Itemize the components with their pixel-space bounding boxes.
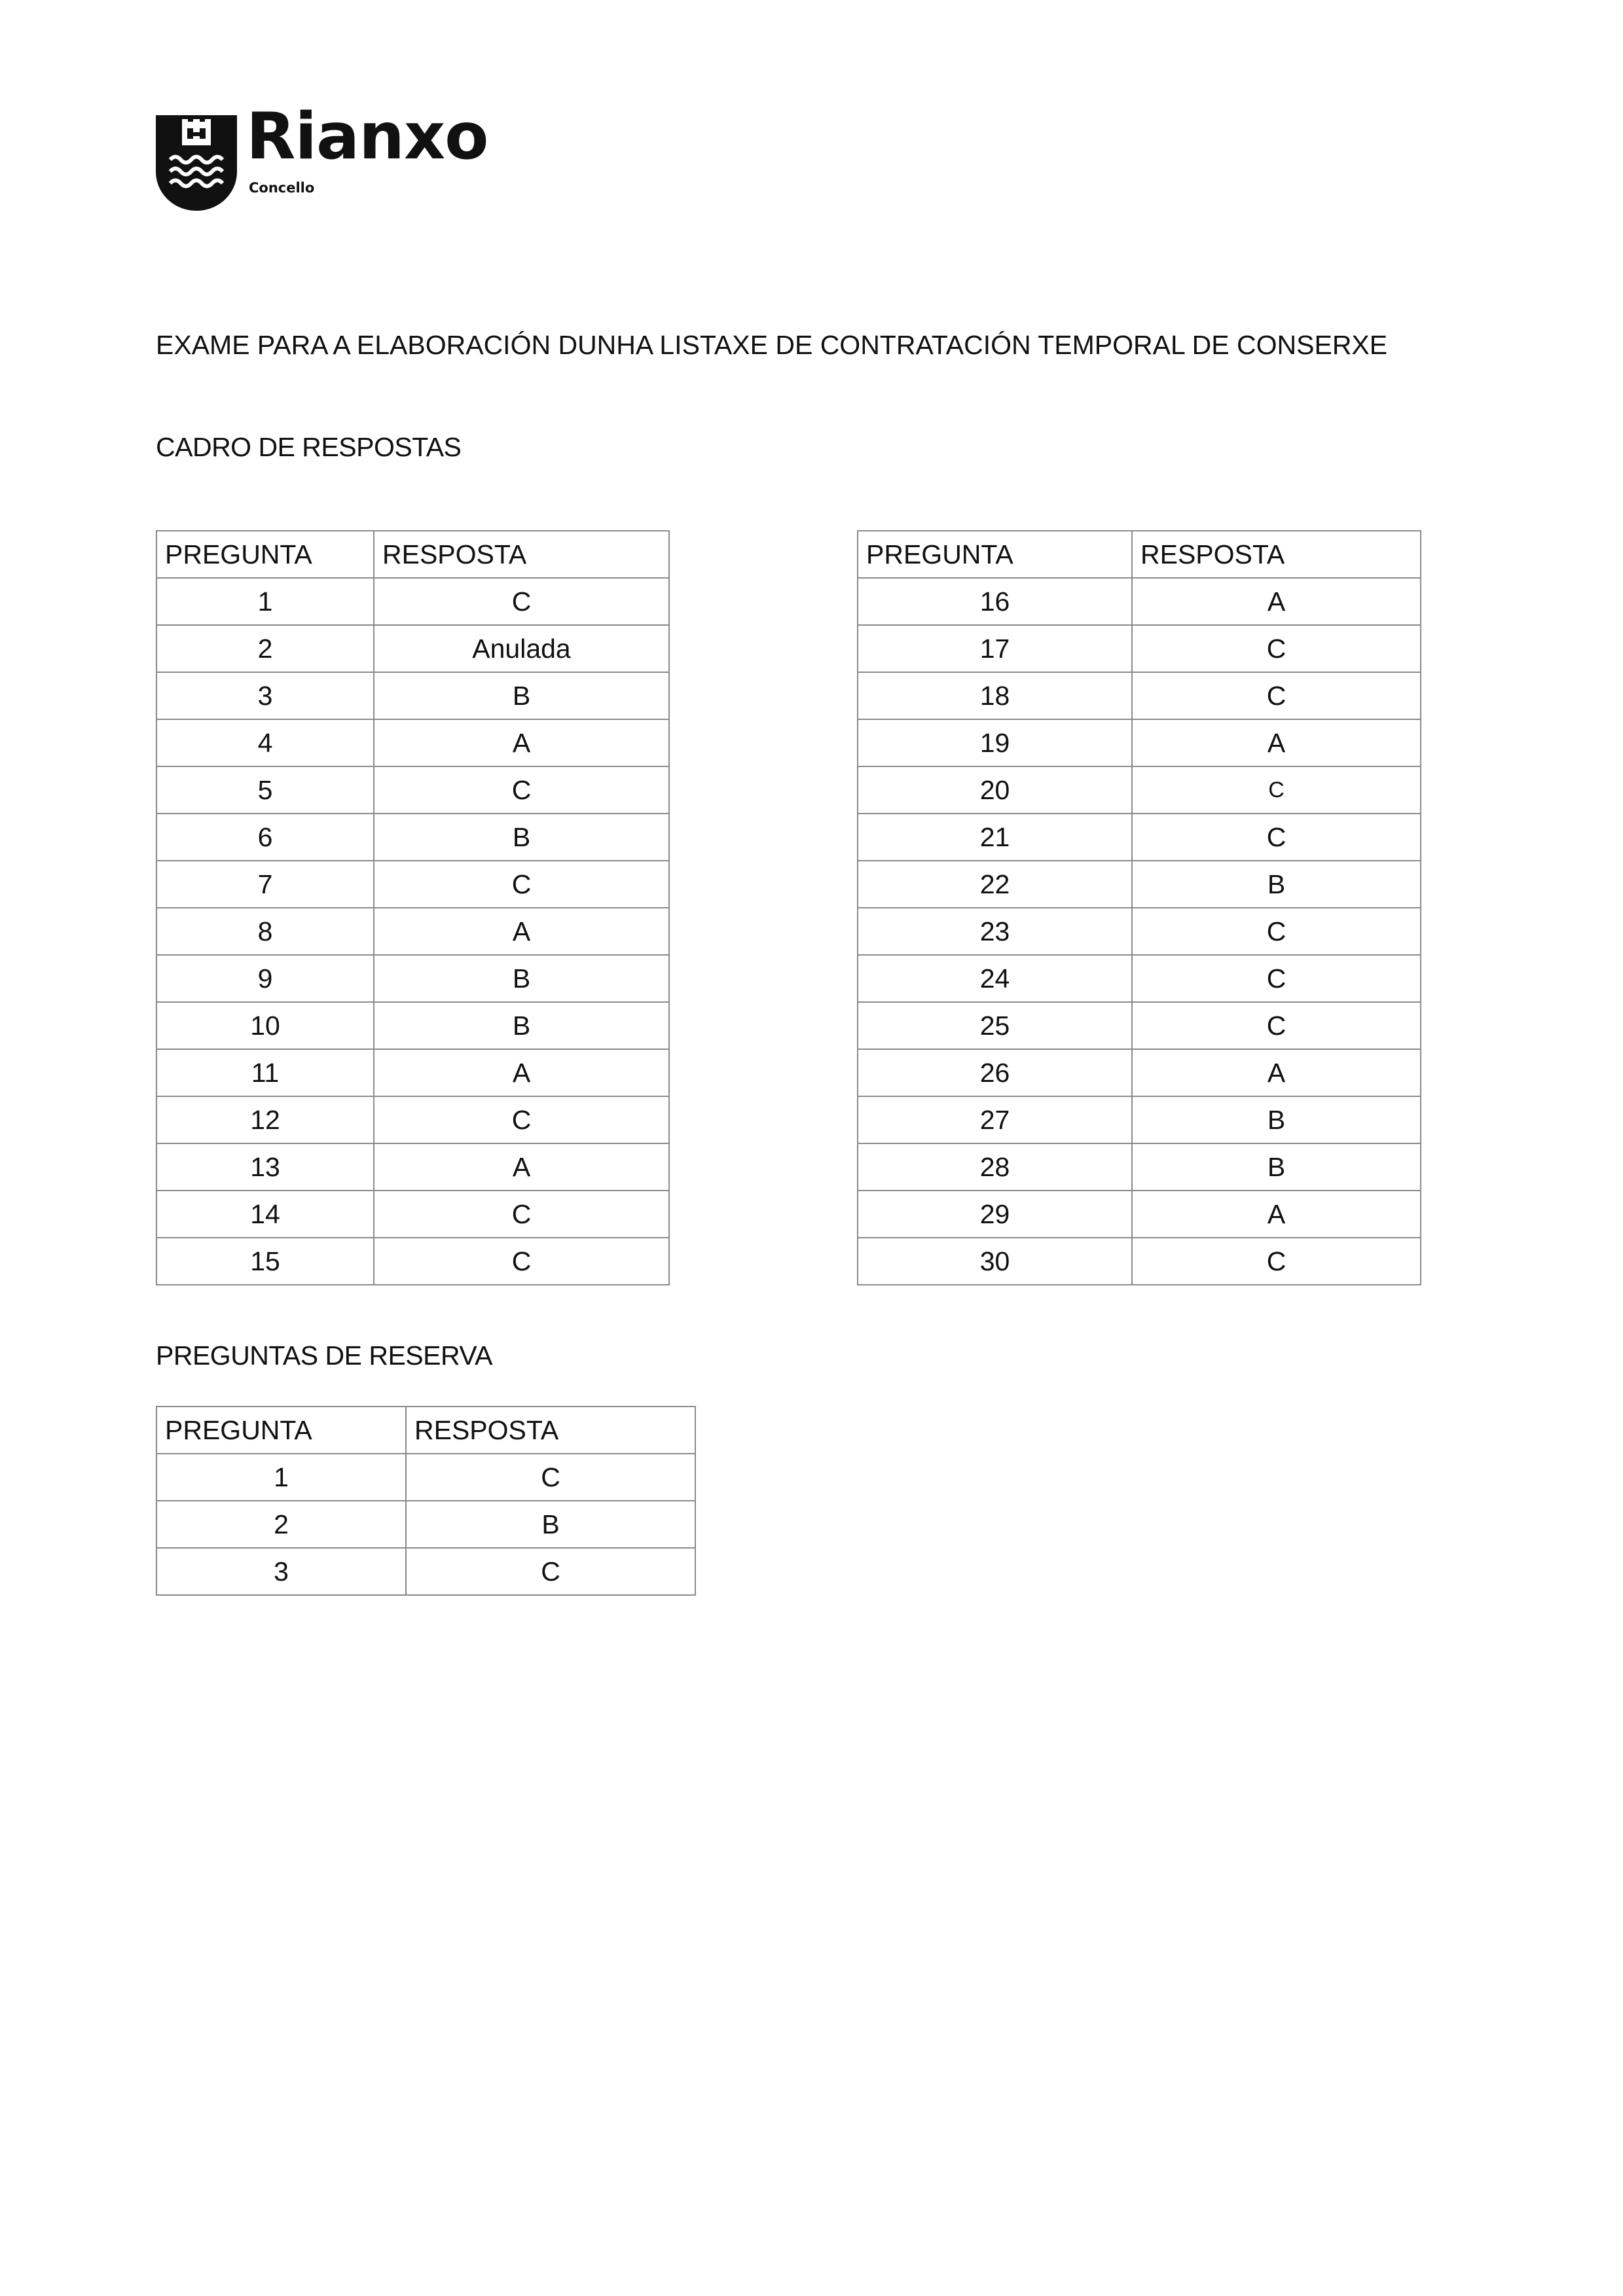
question-number: 1 — [156, 1454, 406, 1501]
answer-value: A — [374, 908, 669, 955]
question-header: PREGUNTA — [156, 531, 374, 578]
answers-table-right — [857, 530, 1421, 1285]
logo-subtitle: Concello — [249, 180, 315, 196]
table-row — [156, 1143, 669, 1191]
answer-value: A — [374, 1143, 669, 1191]
question-number: 19 — [858, 719, 1132, 766]
answer-value: B — [374, 1002, 669, 1049]
table-row — [858, 814, 1421, 861]
question-number: 2 — [156, 1501, 406, 1548]
answer-value: B — [406, 1501, 695, 1548]
question-number: 17 — [858, 625, 1132, 672]
question-number: 29 — [858, 1191, 1132, 1238]
answer-value: C — [1132, 1238, 1421, 1285]
question-number: 1 — [156, 578, 374, 625]
table-row — [858, 766, 1421, 814]
table-row — [156, 1238, 669, 1285]
question-number: 18 — [858, 672, 1132, 719]
question-number: 30 — [858, 1238, 1132, 1285]
table-row — [858, 908, 1421, 955]
logo-wordmark: Rianxo — [246, 99, 488, 174]
answer-value: A — [374, 719, 669, 766]
answer-value: C — [1132, 766, 1421, 814]
table-row — [156, 719, 669, 766]
table-row — [156, 766, 669, 814]
answer-value: C — [1132, 908, 1421, 955]
question-number: 22 — [858, 861, 1132, 908]
concello-logo — [156, 99, 522, 213]
table-header-row — [156, 531, 669, 578]
question-number: 12 — [156, 1096, 374, 1143]
table-row — [858, 1002, 1421, 1049]
question-number: 21 — [858, 814, 1132, 861]
answer-value: C — [1132, 625, 1421, 672]
table-row — [156, 1454, 695, 1501]
table-row — [156, 1501, 695, 1548]
answer-header: RESPOSTA — [1132, 531, 1421, 578]
question-number: 24 — [858, 955, 1132, 1002]
question-number: 25 — [858, 1002, 1132, 1049]
reserve-table — [156, 1406, 696, 1596]
answer-value: A — [1132, 1049, 1421, 1096]
question-number: 6 — [156, 814, 374, 861]
answer-value: C — [1132, 814, 1421, 861]
table-row — [156, 1191, 669, 1238]
question-number: 9 — [156, 955, 374, 1002]
answer-value: C — [1132, 672, 1421, 719]
answer-header: RESPOSTA — [406, 1407, 695, 1454]
answers-table-left — [156, 530, 670, 1285]
question-header: PREGUNTA — [858, 531, 1132, 578]
table-row — [156, 908, 669, 955]
table-row — [156, 1049, 669, 1096]
reserve-heading: PREGUNTAS DE RESERVA — [156, 1340, 493, 1371]
answer-value: Anulada — [374, 625, 669, 672]
table-header-row — [156, 1407, 695, 1454]
table-row — [858, 625, 1421, 672]
answer-value: C — [406, 1454, 695, 1501]
question-number: 8 — [156, 908, 374, 955]
table-row — [156, 578, 669, 625]
question-number: 16 — [858, 578, 1132, 625]
question-number: 14 — [156, 1191, 374, 1238]
question-number: 20 — [858, 766, 1132, 814]
question-number: 5 — [156, 766, 374, 814]
answer-value: C — [374, 1096, 669, 1143]
table-row — [858, 1238, 1421, 1285]
answer-value: C — [374, 1191, 669, 1238]
table-row — [156, 1548, 695, 1595]
question-header: PREGUNTA — [156, 1407, 406, 1454]
question-number: 28 — [858, 1143, 1132, 1191]
answer-value: A — [1132, 719, 1421, 766]
question-number: 2 — [156, 625, 374, 672]
answer-value: C — [374, 766, 669, 814]
table-row — [858, 1143, 1421, 1191]
question-number: 10 — [156, 1002, 374, 1049]
answer-value: C — [1132, 1002, 1421, 1049]
answer-value: B — [374, 955, 669, 1002]
answer-value: A — [374, 1049, 669, 1096]
table-row — [858, 1191, 1421, 1238]
table-row — [858, 1049, 1421, 1096]
table-header-row — [858, 531, 1421, 578]
table-row — [156, 625, 669, 672]
answer-value: B — [374, 672, 669, 719]
answers-heading: CADRO DE RESPOSTAS — [156, 432, 462, 462]
table-row — [156, 861, 669, 908]
answer-value: B — [374, 814, 669, 861]
question-number: 7 — [156, 861, 374, 908]
table-row — [858, 719, 1421, 766]
answer-value: C — [374, 861, 669, 908]
answer-value: C — [1132, 955, 1421, 1002]
answer-value: B — [1132, 861, 1421, 908]
question-number: 4 — [156, 719, 374, 766]
table-row — [858, 578, 1421, 625]
answer-value: C — [406, 1548, 695, 1595]
answer-header: RESPOSTA — [374, 531, 669, 578]
question-number: 3 — [156, 672, 374, 719]
question-number: 3 — [156, 1548, 406, 1595]
table-row — [858, 1096, 1421, 1143]
question-number: 13 — [156, 1143, 374, 1191]
answer-value: B — [1132, 1143, 1421, 1191]
question-number: 23 — [858, 908, 1132, 955]
document-title: EXAME PARA A ELABORACIÓN DUNHA LISTAXE DE CONTRATACIÓN TEMPORAL DE CONSERXE — [156, 330, 1388, 360]
answer-value: C — [374, 578, 669, 625]
answer-value: C — [374, 1238, 669, 1285]
question-number: 27 — [858, 1096, 1132, 1143]
question-number: 11 — [156, 1049, 374, 1096]
table-row — [156, 672, 669, 719]
table-row — [858, 861, 1421, 908]
rianxo-shield-icon — [156, 115, 237, 211]
answer-value: A — [1132, 578, 1421, 625]
table-row — [156, 955, 669, 1002]
question-number: 15 — [156, 1238, 374, 1285]
table-row — [858, 955, 1421, 1002]
table-row — [156, 1002, 669, 1049]
question-number: 26 — [858, 1049, 1132, 1096]
answer-value: A — [1132, 1191, 1421, 1238]
table-row — [156, 1096, 669, 1143]
table-row — [858, 672, 1421, 719]
answer-value: B — [1132, 1096, 1421, 1143]
table-row — [156, 814, 669, 861]
